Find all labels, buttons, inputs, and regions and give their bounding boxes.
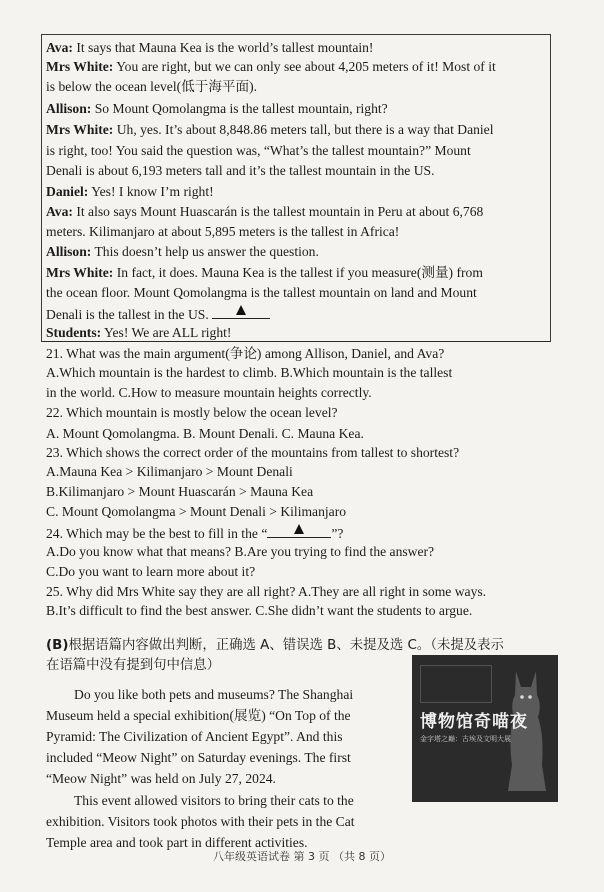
question-23-option-c: C. Mount Qomolangma > Mount Denali > Kilimanjaro (46, 504, 347, 519)
question-24-options: A.Do you know what that means? B.Are you trying to find the answer? (46, 544, 435, 559)
dialogue-line: Allison: This doesn’t help us answer the question. (46, 244, 319, 259)
answer-blank (212, 304, 270, 319)
dialogue-line: Denali is about 6,193 meters tall and it’s the tallest mountain in the US. (46, 163, 435, 178)
dialogue-line: Students: Yes! We are ALL right! (46, 325, 232, 340)
passage-line: “Meow Night” was held on July 27, 2024. (46, 771, 276, 786)
passage-line: Museum held a special exhibition(展览) “On Top of the (46, 708, 351, 723)
triangle-icon (294, 524, 304, 534)
dialogue-line: meters. Kilimanjaro at about 5,895 meters is the tallest in Africa! (46, 224, 400, 239)
question-24: 24. Which may be the best to fill in the “ ”? (46, 523, 343, 543)
answer-blank (267, 523, 331, 538)
section-b-heading: (B)根据语篇内容做出判断，正确选 A、错误选 B、未提及选 C。（未提及表示 (46, 638, 504, 653)
dialogue-line: Mrs White: You are right, but we can only see about 4,205 meters of it! Most of it (46, 59, 496, 74)
section-b-heading: 在语篇中没有提到句中信息） (46, 658, 221, 673)
poster-title: 博物馆奇喵夜 (420, 712, 528, 732)
question-25: 25. Why did Mrs White say they are all right? A.They are all right in some ways. (46, 584, 487, 599)
question-24-options: C.Do you want to learn more about it? (46, 564, 256, 579)
question-23-option-a: A.Mauna Kea > Kilimanjaro > Mount Denali (46, 464, 293, 479)
passage-line: Pyramid: The Civilization of Ancient Egypt”. And this (46, 729, 343, 744)
question-21: 21. What was the main argument(争论) among Allison, Daniel, and Ava? (46, 346, 445, 361)
question-22: 22. Which mountain is mostly below the ocean level? (46, 405, 338, 420)
question-23: 23. Which shows the correct order of the mountains from tallest to shortest? (46, 445, 460, 460)
exhibition-poster-image (412, 655, 558, 802)
dialogue-line: the ocean floor. Mount Qomolangma is the tallest mountain on land and Mount (46, 285, 477, 300)
dialogue-line: is right, too! You said the question was, “What’s the tallest mountain?” Mount (46, 143, 471, 158)
question-21-options: A.Which mountain is the hardest to climb. B.Which mountain is the tallest (46, 365, 453, 380)
passage-line: This event allowed visitors to bring their cats to the (74, 793, 354, 808)
poster-subtitle: 金字塔之巅：古埃及文明大展 (420, 735, 511, 743)
dialogue-line: Allison: So Mount Qomolangma is the tallest mountain, right? (46, 101, 388, 116)
dialogue-line: Denali is the tallest in the US. (46, 304, 270, 324)
passage-line: exhibition. Visitors took photos with their pets in the Cat (46, 814, 355, 829)
question-21-options: in the world. C.How to measure mountain heights correctly. (46, 385, 372, 400)
passage-line: Do you like both pets and museums? The Shanghai (74, 687, 354, 702)
question-22-options: A. Mount Qomolangma. B. Mount Denali. C. Mauna Kea. (46, 426, 364, 441)
dialogue-line: Mrs White: Uh, yes. It’s about 8,848.86 meters tall, but there is a way that Daniel (46, 122, 494, 137)
question-25-options: B.It’s difficult to find the best answer. C.She didn’t want the students to argue. (46, 603, 473, 618)
dialogue-line: Daniel: Yes! I know I’m right! (46, 184, 214, 199)
passage-line: included “Meow Night” on Saturday evenings. The first (46, 750, 351, 765)
question-23-option-b: B.Kilimanjaro > Mount Huascarán > Mauna Kea (46, 484, 314, 499)
dialogue-line: is below the ocean level(低于海平面). (46, 79, 258, 94)
dialogue-line: Mrs White: In fact, it does. Mauna Kea is the tallest if you measure(测量) from (46, 265, 483, 280)
poster-frame (420, 665, 492, 703)
page-footer: 八年级英语试卷 第 3 页 （共 8 页） (213, 850, 391, 863)
passage-line: Temple area and took part in different activities. (46, 835, 308, 850)
dialogue-line: Ava: It also says Mount Huascarán is the tallest mountain in Peru at about 6,768 (46, 204, 484, 219)
dialogue-line: Ava: It says that Mauna Kea is the world’s tallest mountain! (46, 40, 374, 55)
triangle-icon (236, 305, 246, 315)
